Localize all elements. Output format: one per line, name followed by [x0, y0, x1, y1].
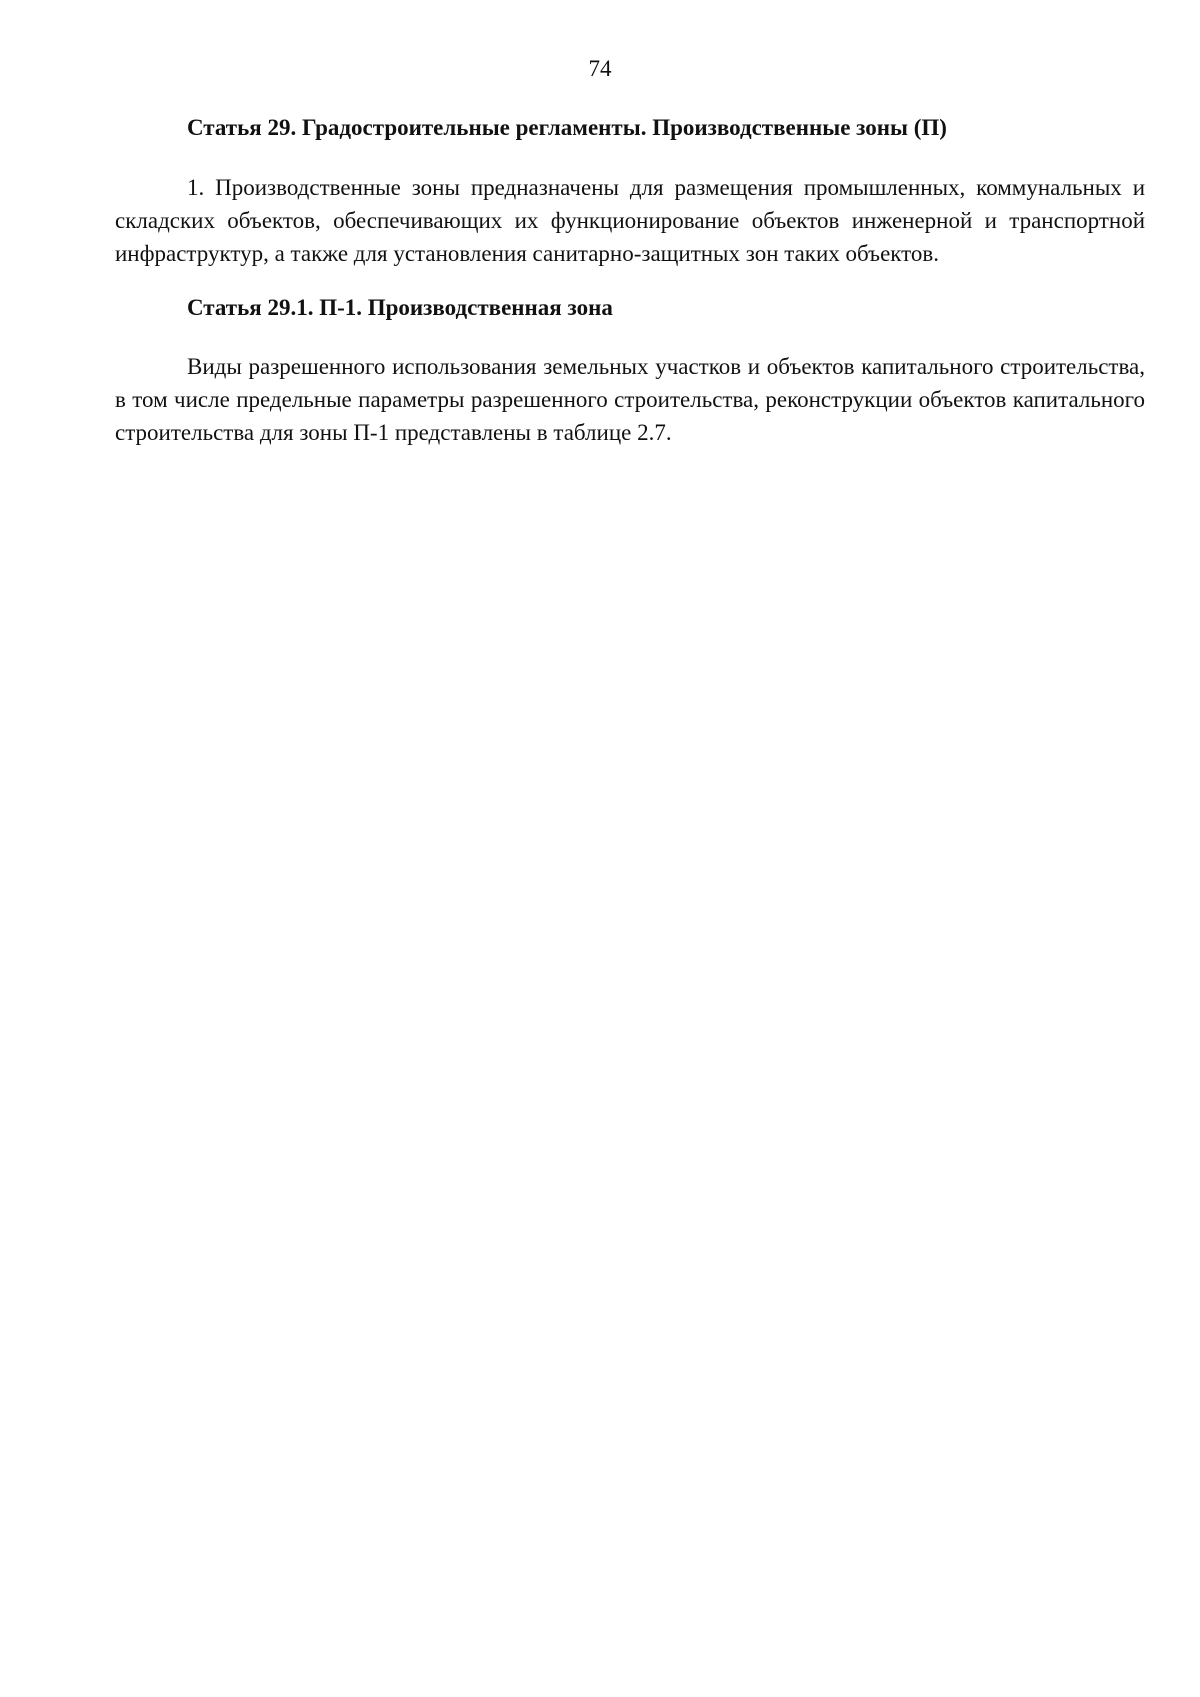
article-29-1-heading: Статья 29.1. П-1. Производственная зона: [187, 295, 613, 320]
article-29-heading: Статья 29. Градостроительные регламенты. Производственные зоны (П): [187, 115, 947, 140]
article-29-1-paragraph-1: Виды разрешенного использования земельных участков и объектов капитального строительства, в том числе предельные параметры разрешенного строительства, реконструкции объектов капитального строительства для зоны П-1 представлены в таблице 2.7.: [115, 354, 1145, 445]
article-29-paragraph-1: 1. Производственные зоны предназначены для размещения промышленных, коммунальных и складских объектов, обеспечивающих их функционирование объектов инженерной и транспортной инфраструктур, а также для установления санитарно-защитных зон таких объектов.: [115, 175, 1145, 266]
document-body: [115, 113, 1145, 449]
page-number: 74: [588, 56, 612, 81]
